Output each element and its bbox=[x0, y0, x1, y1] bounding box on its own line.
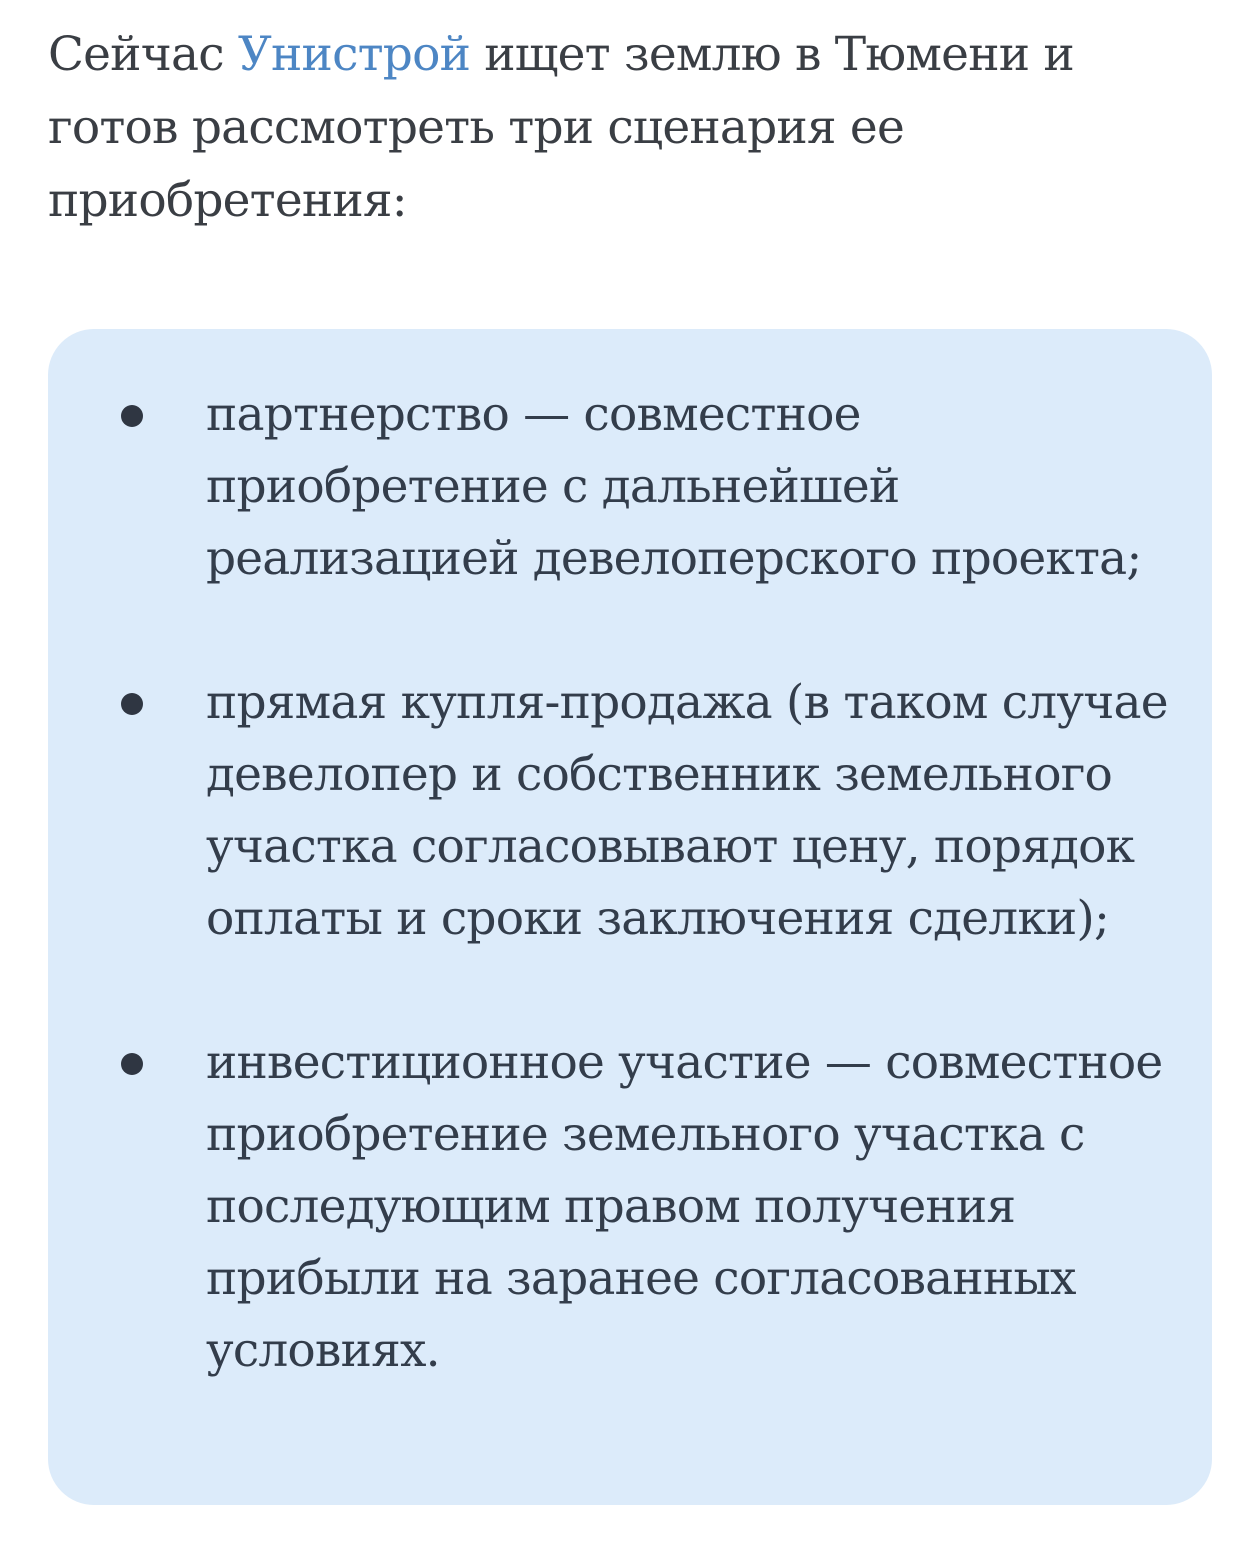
intro-text-before: Сейчас bbox=[48, 27, 238, 82]
intro-text-after: ищет землю в Тюмени и готов рассмотреть три сценария ее приобретения: bbox=[48, 27, 1074, 228]
scenario-text: инвестиционное участие — совместное приобретение земельного участка с последующим правом получения прибыли на заранее согласованных условиях. bbox=[206, 1035, 1163, 1378]
scenarios-list bbox=[48, 379, 1212, 1387]
list-item bbox=[48, 667, 1212, 955]
list-item bbox=[48, 379, 1212, 595]
bullet-icon bbox=[121, 405, 143, 427]
scenarios-box bbox=[48, 329, 1212, 1505]
scenario-text: партнерство — совместное приобретение с дальнейшей реализацией девелоперского проекта; bbox=[206, 387, 1142, 586]
bullet-icon bbox=[121, 693, 143, 715]
list-item bbox=[48, 1027, 1212, 1387]
company-link[interactable]: Унистрой bbox=[237, 27, 471, 82]
bullet-icon bbox=[121, 1053, 143, 1075]
scenario-text: прямая купля-продажа (в таком случае девелопер и собственник земельного участка согласовывают цену, порядок оплаты и сроки заключения сделки); bbox=[206, 675, 1168, 946]
intro-paragraph bbox=[48, 18, 1208, 237]
